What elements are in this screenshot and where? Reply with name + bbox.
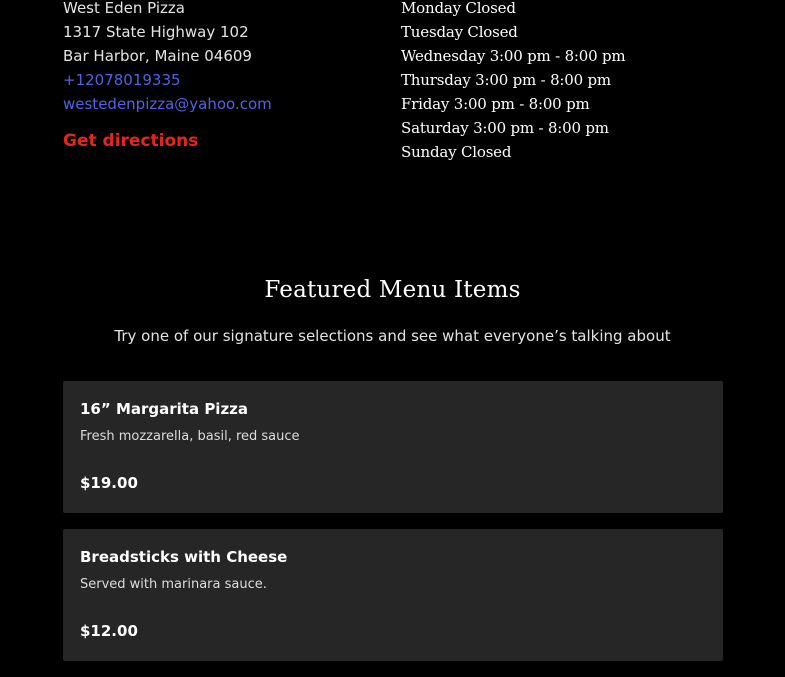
hours-monday: Monday Closed (401, 0, 516, 17)
phone-link[interactable]: +12078019335 (63, 71, 181, 89)
menu-item-price: $19.00 (80, 474, 138, 492)
hours-friday: Friday 3:00 pm - 8:00 pm (401, 95, 590, 113)
menu-item-name: Breadsticks with Cheese (80, 548, 288, 566)
city-state-zip: Bar Harbor, Maine 04609 (63, 47, 252, 65)
menu-item-description: Served with marinara sauce. (80, 577, 267, 592)
opening-hours (401, 0, 731, 164)
hours-tuesday: Tuesday Closed (401, 23, 518, 41)
location-info (63, 0, 383, 152)
street-address: 1317 State Highway 102 (63, 23, 249, 41)
menu-item-name: 16” Margarita Pizza (80, 400, 249, 418)
hours-sunday: Sunday Closed (401, 143, 512, 161)
hours-wednesday: Wednesday 3:00 pm - 8:00 pm (401, 47, 626, 65)
menu-item-card[interactable] (63, 529, 723, 661)
menu-item-description: Fresh mozzarella, basil, red sauce (80, 429, 300, 444)
email-link[interactable]: westedenpizza@yahoo.com (63, 95, 272, 113)
featured-section-title: Featured Menu Items (264, 277, 521, 303)
featured-section-subtitle: Try one of our signature selections and see what everyone’s talking about (114, 327, 671, 345)
restaurant-name: West Eden Pizza (63, 0, 185, 17)
hours-saturday: Saturday 3:00 pm - 8:00 pm (401, 119, 609, 137)
hours-thursday: Thursday 3:00 pm - 8:00 pm (401, 71, 611, 89)
menu-item-card[interactable] (63, 381, 723, 513)
menu-item-price: $12.00 (80, 622, 138, 640)
get-directions-link[interactable]: Get directions (63, 131, 199, 151)
